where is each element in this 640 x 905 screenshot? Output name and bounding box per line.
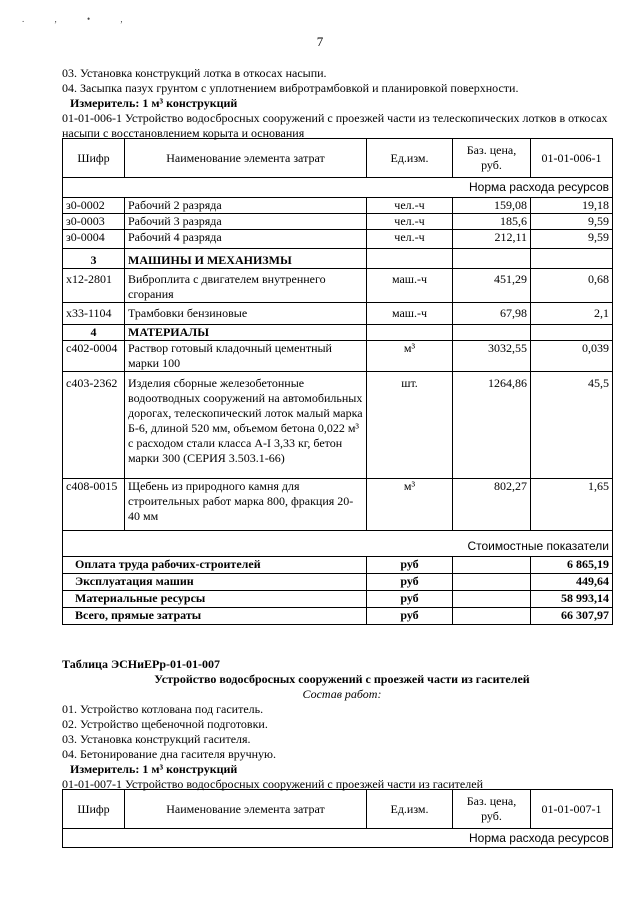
- cell-name: Рабочий 4 разряда: [125, 230, 367, 249]
- section-header-materials: [63, 325, 613, 341]
- work-step-3: 03. Установка конструкций лотка в откосах насыпи.: [62, 66, 327, 80]
- table-header: [63, 790, 613, 829]
- header-norm: 01-01-007-1: [531, 790, 613, 829]
- cell-qty: 2,1: [531, 303, 613, 325]
- total-label: Всего, прямые затраты: [63, 608, 367, 625]
- work-step-2: 02. Устройство щебеночной подготовки.: [62, 717, 268, 731]
- table-row: [63, 269, 613, 303]
- meter-line: Измеритель: 1 м³ конструкций: [70, 96, 238, 110]
- total-row: [63, 608, 613, 625]
- cell-unit: м³: [367, 341, 453, 372]
- cell-code: с402-0004: [63, 341, 125, 372]
- band-costs: Стоимостные показатели: [63, 531, 613, 557]
- table-row: [63, 214, 613, 230]
- norm-description: 01-01-006-1 Устройство водосбросных сооружений с проезжей части из телескопических лотков в откосах насыпи с восстановлением корыта и основания: [62, 111, 608, 140]
- cell-code: х33-1104: [63, 303, 125, 325]
- cell-qty: 0,039: [531, 341, 613, 372]
- total-row: [63, 557, 613, 574]
- table-row: [63, 198, 613, 214]
- total-row: [63, 591, 613, 608]
- cell-code: з0-0003: [63, 214, 125, 230]
- total-label: Материальные ресурсы: [63, 591, 367, 608]
- total-value: 58 993,14: [531, 591, 613, 608]
- table-label: Таблица ЭСНиЕРр-01-01-007: [62, 657, 221, 671]
- total-unit: руб: [367, 557, 453, 574]
- cell-price: 159,08: [453, 198, 531, 214]
- cell-name: Щебень из природного камня для строительных работ марка 800, фракция 20-40 мм: [125, 479, 367, 531]
- cell-unit: м³: [367, 479, 453, 531]
- total-unit: руб: [367, 591, 453, 608]
- page-number: 7: [316, 34, 324, 49]
- cell-price: 1264,86: [453, 372, 531, 479]
- section-subtitle: Состав работ:: [302, 687, 382, 701]
- norm-description: 01-01-007-1 Устройство водосбросных сооружений с проезжей части из гасителей: [62, 777, 483, 791]
- cell-unit: чел.-ч: [367, 214, 453, 230]
- cell-qty: 0,68: [531, 269, 613, 303]
- cell-qty: 19,18: [531, 198, 613, 214]
- section-title: МАШИНЫ И МЕХАНИЗМЫ: [125, 249, 367, 269]
- cell-code: с403-2362: [63, 372, 125, 479]
- cell-name: Изделия сборные железобетонные водоотводных сооружений на автомобильных дорогах, телескопический лоток малый марка Б-6, длиной 520 мм, объемом бетона 0,022 м³ с расходом стали класса А-I 3,33 кг, бетон марки 300 (СЕРИЯ 3.503.1-66): [125, 372, 367, 479]
- table-row: [63, 230, 613, 249]
- header-unit: Ед.изм.: [367, 139, 453, 178]
- cell-price: 67,98: [453, 303, 531, 325]
- cell-qty: 1,65: [531, 479, 613, 531]
- header-price: Баз. цена, руб.: [453, 139, 531, 178]
- work-step-4: 04. Засыпка пазух грунтом с уплотнением вибротрамбовкой и планировкой поверхности.: [62, 81, 519, 95]
- total-unit: руб: [367, 574, 453, 591]
- cell-name: Рабочий 3 разряда: [125, 214, 367, 230]
- cell-qty: 45,5: [531, 372, 613, 479]
- table-header: [63, 139, 613, 178]
- header-code: Шифр: [63, 139, 125, 178]
- header-norm: 01-01-006-1: [531, 139, 613, 178]
- header-unit: Ед.изм.: [367, 790, 453, 829]
- resource-table-006: [62, 138, 613, 625]
- section-title: МАТЕРИАЛЫ: [125, 325, 367, 341]
- cell-price: 451,29: [453, 269, 531, 303]
- table-row: [63, 341, 613, 372]
- cell-code: с408-0015: [63, 479, 125, 531]
- table-row: [63, 479, 613, 531]
- total-value: 6 865,19: [531, 557, 613, 574]
- cell-qty: 9,59: [531, 214, 613, 230]
- total-label: Оплата труда рабочих-строителей: [63, 557, 367, 574]
- band-norms: Норма расхода ресурсов: [63, 829, 613, 848]
- cell-price: 3032,55: [453, 341, 531, 372]
- table-row: [63, 372, 613, 479]
- work-step-3: 03. Установка конструкций гасителя.: [62, 732, 251, 746]
- section-title: Устройство водосбросных сооружений с проезжей части из гасителей: [154, 672, 530, 686]
- cell-name: Трамбовки бензиновые: [125, 303, 367, 325]
- total-unit: руб: [367, 608, 453, 625]
- total-value: 449,64: [531, 574, 613, 591]
- section-header-machines: [63, 249, 613, 269]
- header-name: Наименование элемента затрат: [125, 790, 367, 829]
- cell-qty: 9,59: [531, 230, 613, 249]
- cell-unit: шт.: [367, 372, 453, 479]
- cell-price: 212,11: [453, 230, 531, 249]
- cell-code: з0-0004: [63, 230, 125, 249]
- cell-unit: чел.-ч: [367, 230, 453, 249]
- header-code: Шифр: [63, 790, 125, 829]
- section-code: 3: [63, 249, 125, 269]
- table-row: [63, 303, 613, 325]
- meter-line: Измеритель: 1 м³ конструкций: [70, 762, 238, 776]
- section-code: 4: [63, 325, 125, 341]
- work-step-4: 04. Бетонирование дна гасителя вручную.: [62, 747, 277, 761]
- scan-marks: . , • ,: [22, 14, 137, 24]
- header-price: Баз. цена, руб.: [453, 790, 531, 829]
- total-row: [63, 574, 613, 591]
- intro-block: [62, 66, 622, 141]
- header-name: Наименование элемента затрат: [125, 139, 367, 178]
- total-label: Эксплуатация машин: [63, 574, 367, 591]
- cell-price: 185,6: [453, 214, 531, 230]
- resource-table-007: [62, 789, 613, 848]
- cell-name: Виброплита с двигателем внутреннего сгорания: [125, 269, 367, 303]
- cell-code: з0-0002: [63, 198, 125, 214]
- cell-unit: чел.-ч: [367, 198, 453, 214]
- cell-code: х12-2801: [63, 269, 125, 303]
- cell-name: Раствор готовый кладочный цементный марки 100: [125, 341, 367, 372]
- work-step-1: 01. Устройство котлована под гаситель.: [62, 702, 264, 716]
- cell-name: Рабочий 2 разряда: [125, 198, 367, 214]
- cell-unit: маш.-ч: [367, 269, 453, 303]
- cell-price: 802,27: [453, 479, 531, 531]
- band-norms: Норма расхода ресурсов: [63, 178, 613, 198]
- total-value: 66 307,97: [531, 608, 613, 625]
- section-007: [62, 657, 622, 792]
- cell-unit: маш.-ч: [367, 303, 453, 325]
